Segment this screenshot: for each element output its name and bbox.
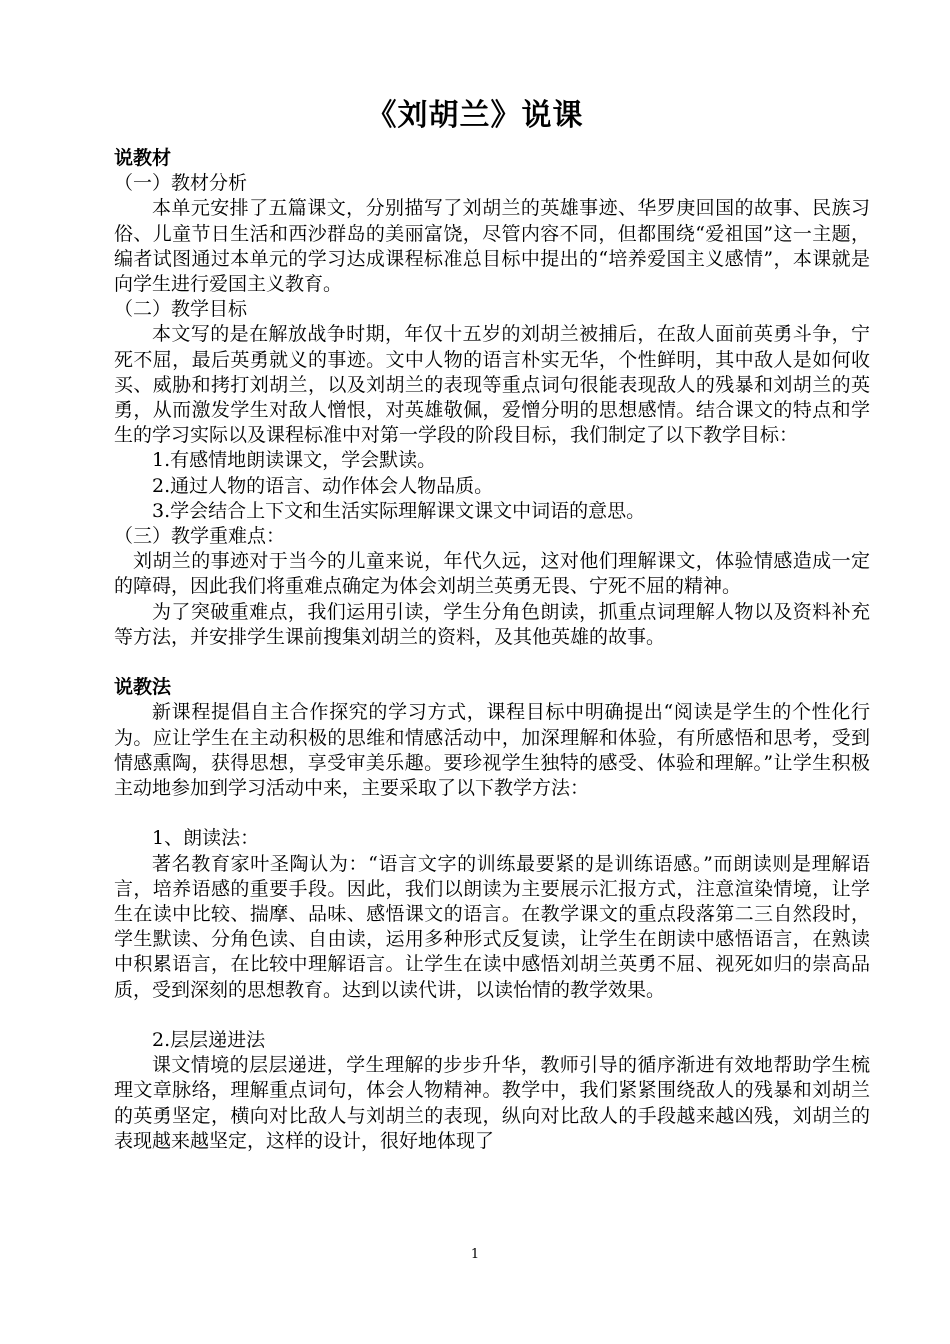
goal-item-3: 3.学会结合上下文和生活实际理解课文课文中词语的意思。 xyxy=(152,499,646,522)
subheading-teaching-goals: （二）教学目标 xyxy=(114,298,248,321)
blank-line xyxy=(114,650,870,675)
document-body xyxy=(114,146,870,1154)
blank-line xyxy=(114,1003,870,1028)
section-heading-jiaocai: 说教材 xyxy=(114,147,172,169)
paragraph-breakthrough-methods: 为了突破重难点，我们运用引读，学生分角色朗读，抓重点词理解人物以及资料补充等方法，并安排学生课前搜集刘胡兰的资料，及其他英雄的故事。 xyxy=(114,600,870,648)
paragraph-teaching-goals: 本文写的是在解放战争时期，年仅十五岁的刘胡兰被捕后，在敌人面前英勇斗争，宁死不屈，最后英勇就义的事迹。文中人物的语言朴实无华，个性鲜明，其中敌人是如何收买、威胁和拷打刘胡兰，以及刘胡兰的表现等重点词句很能表现敌人的残暴和刘胡兰的英勇，从而激发学生对敌人憎恨，对英雄敬佩，爱憎分明的思想感情。结合课文的特点和学生的学习实际以及课程标准中对第一学段的阶段目标，我们制定了以下教学目标： xyxy=(114,323,870,447)
method-1-text: 著名教育家叶圣陶认为：“语言文字的训练最要紧的是训练语感。”而朗读则是理解语言，培养语感的重要手段。因此，我们以朗读为主要展示汇报方式，注意渲染情境，让学生在读中比较、揣摩、品味、感悟课文的语言。在教学课文的重点段落第二三自然段时，学生默读、分角色读、自由读，运用多种形式反复读，让学生在朗读中感悟语言，在熟读中积累语言，在比较中理解语言。让学生在读中感悟刘胡兰英勇不屈、视死如归的崇高品质，受到深刻的思想教育。达到以读代讲，以读怡情的教学效果。 xyxy=(114,852,870,1001)
method-2-title: 2.层层递进法 xyxy=(152,1029,266,1052)
method-2-text: 课文情境的层层递进，学生理解的步步升华，教师引导的循序渐进有效地帮助学生梳理文章脉络，理解重点词句，体会人物精神。教学中，我们紧紧围绕敌人的残暴和刘胡兰的英勇坚定，横向对比敌人与刘胡兰的表现，纵向对比敌人的手段越来越凶残，刘胡兰的表现越来越坚定，这样的设计，很好地体现了 xyxy=(114,1054,870,1152)
blank-line xyxy=(114,801,870,826)
subheading-textbook-analysis: （一）教材分析 xyxy=(114,172,248,195)
method-1-title: 1、朗读法： xyxy=(152,827,260,850)
document-title: 《刘胡兰》说课 xyxy=(366,98,584,133)
goal-item-2: 2.通过人物的语言、动作体会人物品质。 xyxy=(152,474,494,497)
subheading-key-difficulties: （三）教学重难点： xyxy=(114,525,286,548)
paragraph-teaching-methods-intro: 新课程提倡自主合作探究的学习方式，课程目标中明确提出“阅读是学生的个性化行为。应让学生在主动积极的思维和情感活动中，加深理解和体验，有所感悟和思考，受到情感熏陶，获得思想，享受审美乐趣。要珍视学生独特的感受、体验和理解。”让学生积极主动地参加到学习活动中来，主要采取了以下教学方法： xyxy=(114,701,870,800)
section-heading-jiaofa: 说教法 xyxy=(114,676,172,699)
paragraph-key-difficulties: 刘胡兰的事迹对于当今的儿童来说，年代久远，这对他们理解课文，体验情感造成一定的障碍，因此我们将重难点确定为体会刘胡兰英勇无畏、宁死不屈的精神。 xyxy=(114,550,870,598)
paragraph-textbook-analysis: 本单元安排了五篇课文，分别描写了刘胡兰的英雄事迹、华罗庚回国的故事、民族习俗、儿童节日生活和西沙群岛的美丽富饶，尽管内容不同，但都围绕“爱祖国”这一主题，编者试图通过本单元的学习达成课程标准总目标中提出的“培养爱国主义感情”，本课就是向学生进行爱国主义教育。 xyxy=(114,197,870,296)
goal-item-1: 1.有感情地朗读课文，学会默读。 xyxy=(152,449,437,472)
page-number: 1 xyxy=(470,1247,480,1262)
